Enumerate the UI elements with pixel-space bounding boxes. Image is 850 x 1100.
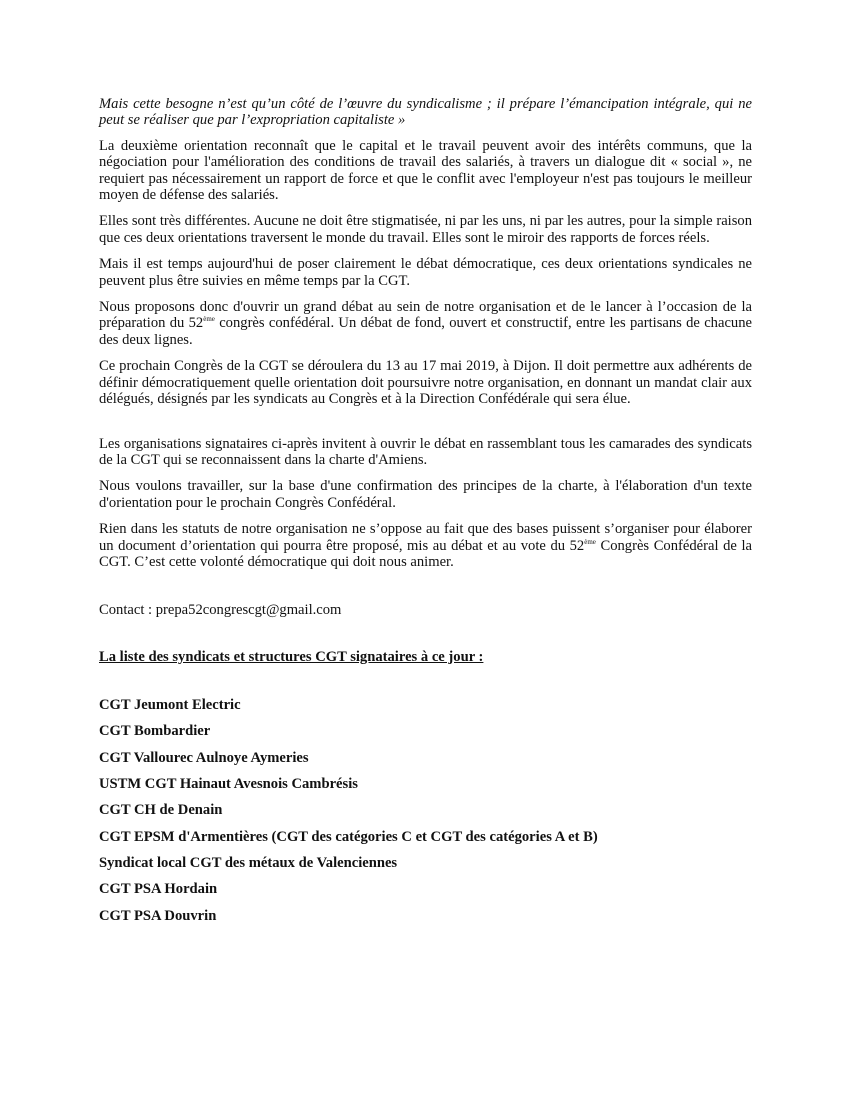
ordinal-superscript: ème bbox=[584, 537, 596, 546]
paragraph-second-orientation: La deuxième orientation reconnaît que le capital et le travail peuvent avoir des intérêts communs, que la négociation pour l'amélioration des conditions de travail des salariés, à travers un dialogue dit « social », ne requiert pas nécessairement un rapport de force et que le conflit avec l'employeur n'est pas toujours le meilleur moyen de défense des salariés. bbox=[99, 137, 752, 204]
paragraph-statutes bbox=[99, 521, 752, 570]
signatories-list bbox=[99, 697, 752, 934]
signatories-heading: La liste des syndicats et structures CGT signataires à ce jour : bbox=[99, 648, 484, 665]
quote-paragraph: Mais cette besogne n’est qu’un côté de l’œuvre du syndicalisme ; il prépare l’émancipation intégrale, qui ne peut se réaliser que par l’expropriation capitaliste » bbox=[99, 96, 752, 129]
paragraph-congress-text-1: Nous proposons donc d'ouvrir un grand débat au sein de notre organisation et de le lancer à l’occasion de la préparation du 52 bbox=[99, 299, 752, 332]
signatory-item: CGT Vallourec Aulnoye Aymeries bbox=[99, 749, 309, 766]
paragraph-invitation: Les organisations signataires ci-après invitent à ouvrir le débat en rassemblant tous les camarades des syndicats de la CGT qui se reconnaissent dans la charte d'Amiens. bbox=[99, 435, 752, 468]
document-page bbox=[99, 96, 752, 934]
signatory-item: CGT EPSM d'Armentières (CGT des catégories C et CGT des catégories A et B) bbox=[99, 828, 598, 845]
paragraph-congress-text-2: congrès confédéral. Un débat de fond, ouvert et constructif, entre les partisans de chacune des deux lignes. bbox=[99, 315, 752, 348]
signatory-item: USTM CGT Hainaut Avesnois Cambrésis bbox=[99, 776, 358, 793]
signatory-item: CGT Bombardier bbox=[99, 723, 211, 740]
paragraph-statutes-text-1: Rien dans les statuts de notre organisation ne s’oppose au fait que des bases puissent s’organiser pour élaborer un document d’orientation qui pourra être proposé, mis au débat et au vote du 52 bbox=[99, 521, 752, 554]
signatory-item: CGT PSA Douvrin bbox=[99, 907, 217, 924]
contact-line: Contact : prepa52congrescgt@gmail.com bbox=[99, 602, 342, 619]
ordinal-superscript: ème bbox=[203, 315, 215, 324]
paragraph-democratic-debate: Mais il est temps aujourd'hui de poser clairement le débat démocratique, ces deux orientations syndicales ne peuvent plus être suivies en même temps par la CGT. bbox=[99, 256, 752, 289]
signatory-item: Syndicat local CGT des métaux de Valenciennes bbox=[99, 854, 398, 871]
paragraph-differences: Elles sont très différentes. Aucune ne doit être stigmatisée, ni par les uns, ni par les autres, pour la simple raison que ces deux orientations traversent le monde du travail. Elles sont le miroir des rapports de forces réels. bbox=[99, 213, 752, 246]
signatory-item: CGT Jeumont Electric bbox=[99, 697, 241, 714]
paragraph-congress-proposal bbox=[99, 299, 752, 348]
paragraph-dijon-congress: Ce prochain Congrès de la CGT se déroulera du 13 au 17 mai 2019, à Dijon. Il doit permettre aux adhérents de définir démocratiquement quelle orientation doit poursuivre notre organisation, en donnant un mandat clair aux délégués, désignés par les syndicats au Congrès et à la Direction Confédérale qui sera élue. bbox=[99, 358, 752, 408]
paragraph-statutes-text-2: Congrès Confédéral de la CGT. C’est cette volonté démocratique qui doit nous animer. bbox=[99, 537, 752, 570]
signatory-item: CGT CH de Denain bbox=[99, 802, 223, 819]
paragraph-work-text: Nous voulons travailler, sur la base d'une confirmation des principes de la charte, à l'élaboration d'un texte d'orientation pour le prochain Congrès Confédéral. bbox=[99, 478, 752, 511]
signatory-item: CGT PSA Hordain bbox=[99, 881, 218, 898]
